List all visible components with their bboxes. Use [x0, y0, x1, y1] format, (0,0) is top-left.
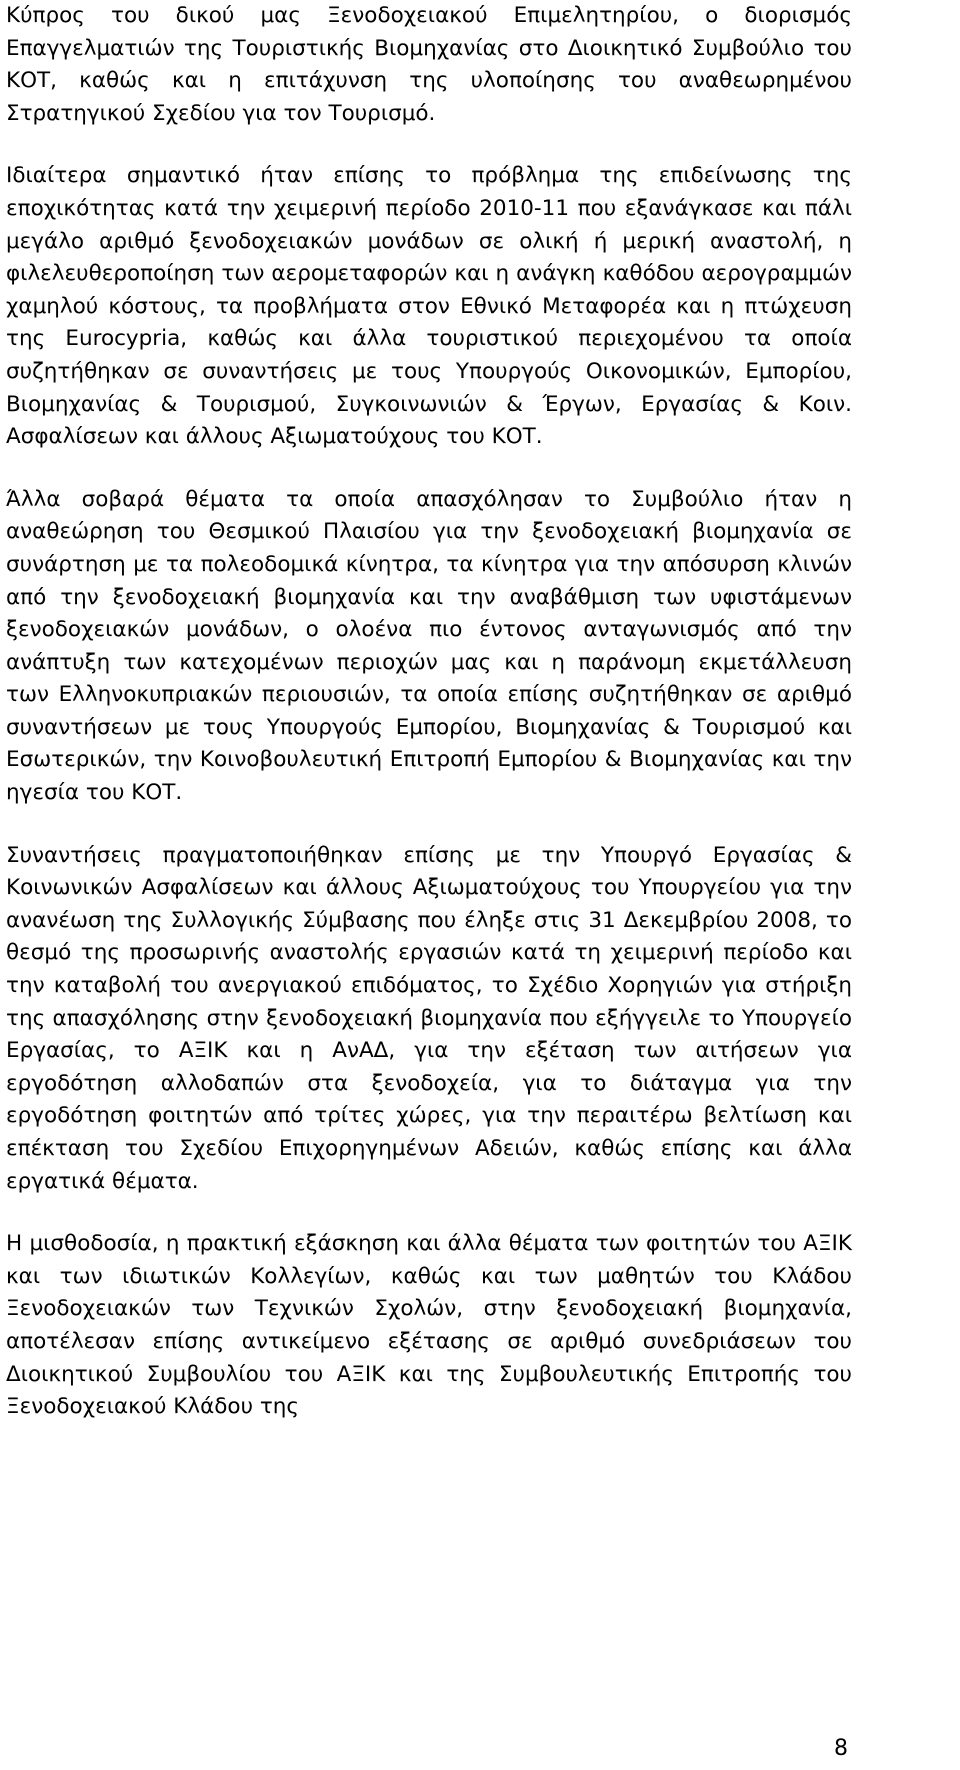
- paragraph-5: Η μισθοδοσία, η πρακτική εξάσκηση και άλλα θέματα των φοιτητών του ΑΞΙΚ και των ιδιωτικών Κολλεγίων, καθώς και των μαθητών του Κλάδου Ξενοδοχειακών των Τεχνικών Σχολών, στην ξενοδοχειακή βιομηχανία, αποτέλεσαν επίσης αντικείμενο εξέτασης σε αριθμό συνεδριάσεων του Διοικητικού Συμβουλίου του ΑΞΙΚ και της Συμβουλευτικής Επιτροπής του Ξενοδοχειακού Κλάδου της: [6, 1231, 852, 1420]
- document-body: [6, 0, 852, 1424]
- paragraph-1: Κύπρος του δικού μας Ξενοδοχειακού Επιμελητηρίου, ο διορισμός Επαγγελματιών της Τουριστικής Βιομηχανίας στο Διοικητικό Συμβούλιο του ΚΟΤ, καθώς και η επιτάχυνση της υλοποίησης του αναθεωρημένου Στρατηγικού Σχεδίου για τον Τουρισμό.: [6, 3, 852, 126]
- paragraph-2: Ιδιαίτερα σημαντικό ήταν επίσης το πρόβλημα της επιδείνωσης της εποχικότητας κατά την χειμερινή περίοδο 2010-11 που εξανάγκασε και πάλι μεγάλο αριθμό ξενοδοχειακών μονάδων σε ολική ή μερική αναστολή, η φιλελευθεροποίηση των αερομεταφορών και η ανάγκη καθόδου αερογραμμών χαμηλού κόστους, τα προβλήματα στον Εθνικό Μεταφορέα και η πτώχευση της Eurocypria, καθώς και άλλα τουριστικού περιεχομένου τα οποία συζητήθηκαν σε συναντήσεις με τους Υπουργούς Οικονομικών, Εμπορίου, Βιομηχανίας & Τουρισμού, Συγκοινωνιών & Έργων, Εργασίας & Κοιν. Ασφαλίσεων και άλλους Αξιωματούχους του ΚΟΤ.: [6, 163, 852, 450]
- paragraph-4: Συναντήσεις πραγματοποιήθηκαν επίσης με την Υπουργό Εργασίας & Κοινωνικών Ασφαλίσεων και άλλους Αξιωματούχους του Υπουργείου για την ανανέωση της Συλλογικής Σύμβασης που έληξε στις 31 Δεκεμβρίου 2008, το θεσμό της προσωρινής αναστολής εργασιών κατά τη χειμερινή περίοδο και την καταβολή του ανεργιακού επιδόματος, το Σχέδιο Χορηγιών για στήριξη της απασχόλησης στην ξενοδοχειακή βιομηχανία που εξήγγειλε το Υπουργείο Εργασίας, το ΑΞΙΚ και η ΑνΑΔ, για την εξέταση των αιτήσεων για εργοδότηση αλλοδαπών στα ξενοδοχεία, για το διάταγμα για την εργοδότηση φοιτητών από τρίτες χώρες, για την περαιτέρω βελτίωση και επέκταση του Σχεδίου Επιχορηγημένων Αδειών, καθώς επίσης και άλλα εργατικά θέματα.: [6, 842, 852, 1194]
- paragraph-3: Άλλα σοβαρά θέματα τα οποία απασχόλησαν το Συμβούλιο ήταν η αναθεώρηση του Θεσμικού Πλαισίου για την ξενοδοχειακή βιομηχανία σε συνάρτηση με τα πολεοδομικά κίνητρα, τα κίνητρα για την απόσυρση κλινών από την ξενοδοχειακή βιομηχανία και την αναβάθμιση των υφιστάμενων ξενοδοχειακών μονάδων, ο ολοένα πιο έντονος ανταγωνισμός από την ανάπτυξη των κατεχομένων περιοχών μας και η παράνομη εκμετάλλευση των Ελληνοκυπριακών περιουσιών, τα οποία επίσης συζητήθηκαν σε αριθμό συναντήσεων με τους Υπουργούς Εμπορίου, Βιομηχανίας & Τουρισμού και Εσωτερικών, την Κοινοβουλευτική Επιτροπή Εμπορίου & Βιομηχανίας και την ηγεσία του ΚΟΤ.: [6, 486, 852, 806]
- page-number: 8: [834, 1736, 848, 1761]
